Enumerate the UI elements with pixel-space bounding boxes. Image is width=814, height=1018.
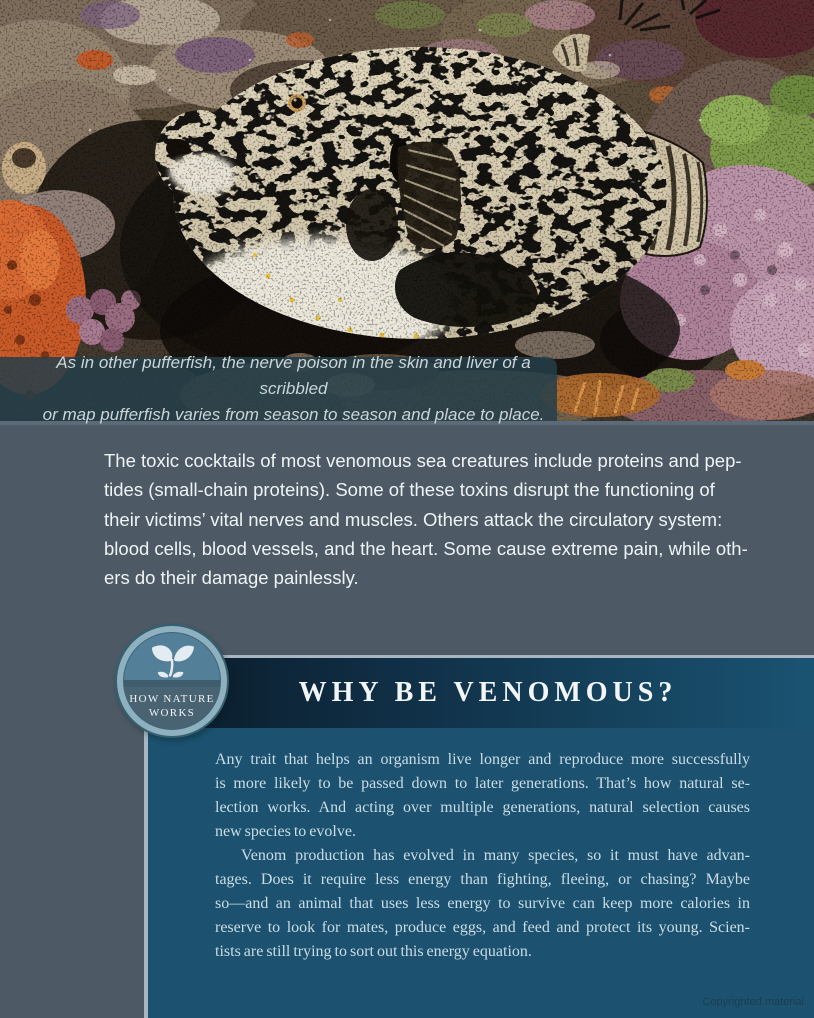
sprout-icon [150,641,196,683]
box-line: reserve to look for mates, produce eggs, and feed and protect its young. Scien- [215,919,750,936]
intro-paragraph [104,446,769,592]
feature-box-header [148,658,814,728]
feature-box-body [148,728,814,1018]
badge-label: HOW NATURE WORKS [129,693,215,719]
intro-line: ers do their damage painlessly. [104,567,359,589]
intro-line: tides (small-chain proteins). Some of these toxins disrupt the functioning of [104,479,715,501]
caption-line: As in other pufferfish, the nerve poison in the skin and liver of a scribbled [56,353,531,398]
badge-face [123,632,221,730]
box-line: is more likely to be passed down to later generations. That’s how natural se- [215,775,750,792]
box-line: tists are still trying to sort out this energy equation. [215,943,532,960]
intro-line: blood cells, blood vessels, and the heart. Some cause extreme pain, while oth- [104,537,748,559]
box-line: so—and an animal that uses less energy to survive can keep more calories in [215,895,750,912]
box-line: tages. Does it require less energy than fighting, fleeing, or chasing? Maybe [215,871,750,888]
box-line: lection works. And acting over multiple generations, natural selection causes [215,799,750,816]
intro-line: The toxic cocktails of most venomous sea creatures include proteins and pep- [104,450,742,471]
copyright-watermark: Copyrighted material [702,996,804,1008]
intro-line: their victims’ vital nerves and muscles. Others attack the circulatory system: [104,508,723,530]
photo-caption [0,353,557,424]
caption-line: or map pufferfish varies from season to season and place to place. [42,405,545,424]
box-line: new species to evolve. [215,823,356,840]
how-nature-works-badge [115,624,229,738]
feature-box-text [215,748,750,964]
feature-box-title: WHY BE VENOMOUS? [298,677,678,708]
box-line: Any trait that helps an organism live longer and reproduce more successfully [215,751,750,768]
box-line: Venom production has evolved in many species, so it must have advan- [241,847,750,864]
